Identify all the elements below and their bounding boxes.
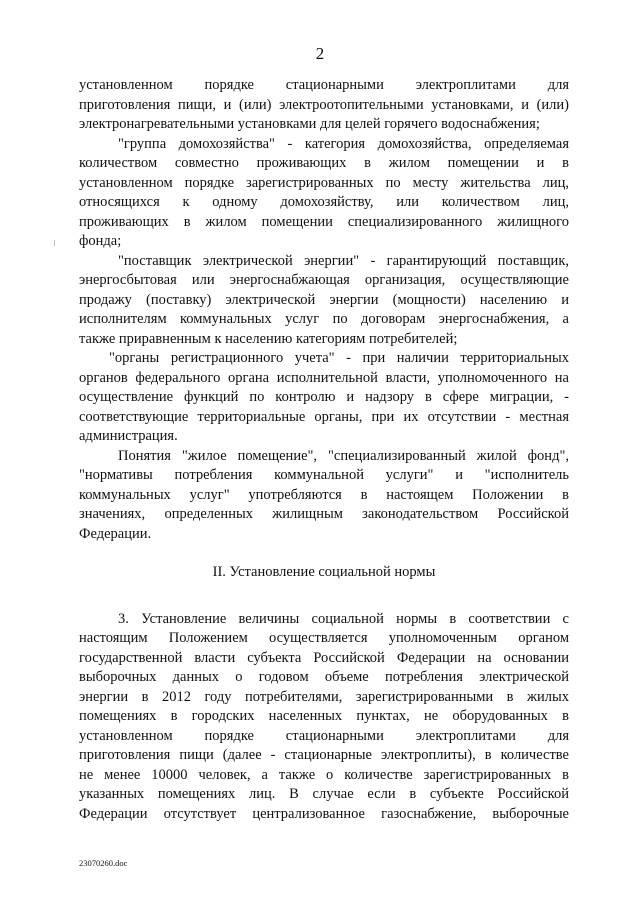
text-line: Федерации отсутствует централизованное газоснабжение, выборочные [79, 805, 569, 822]
text-line: установленном порядке стационарными электроплитами для [79, 727, 569, 744]
text-line: энергосбытовая или энергоснабжающая организация, осуществляющие [79, 272, 569, 288]
paragraph-continuation [79, 76, 569, 135]
text-line: не менее 10000 человек, а также о количестве зарегистрированных в [79, 766, 569, 783]
text-line: продажу (поставку) электрической энергии (мощности) населению и [79, 291, 569, 308]
text-line: Понятия "жилое помещение", "специализированный жилой фонд", [118, 447, 569, 464]
text-line: приготовления пищи (далее - стационарные электроплиты), в количестве [79, 747, 569, 763]
paragraph-concepts [79, 447, 569, 545]
text-line: государственной власти субъекта Российской Федерации на основании [79, 649, 569, 666]
text-line: "органы регистрационного учета" - при наличии территориальных [109, 350, 569, 366]
text-line: осуществление функций по контролю и надзору в сфере миграции, - [79, 389, 569, 405]
file-name-footer: 23070260.doc [79, 858, 128, 868]
text-line: выборочных данных о годовом объеме потребления электрической [79, 669, 569, 685]
text-line: установленном порядке зарегистрированных по месту жительства лиц, [79, 174, 569, 191]
definition-group-household [79, 135, 569, 252]
text-line: энергии в 2012 году потребителями, зарегистрированными в жилых [79, 688, 569, 705]
text-line: "нормативы потребления коммунальной услуги" и "исполнитель [79, 467, 569, 483]
section-heading: II. Установление социальной нормы [212, 564, 436, 580]
document-body [79, 76, 569, 824]
text-line: фонда; [79, 233, 122, 249]
definition-registration-bodies [79, 349, 569, 447]
paragraph-3 [79, 610, 569, 825]
text-line: настоящим Положением осуществляется уполномоченным органом [79, 630, 569, 646]
text-line: электронагревательными установками для целей горячего водоснабжения; [79, 116, 540, 132]
margin-mark [54, 240, 55, 246]
text-line: установленном порядке стационарными электроплитами для [79, 77, 569, 93]
text-line: соответствующие территориальные органы, при их отсутствии - местная [79, 408, 569, 425]
text-line: указанных помещениях лиц. В случае если в субъекте Российской [79, 786, 569, 802]
text-line: 3. Установление величины социальной нормы в соответствии с [118, 610, 569, 627]
text-line: относящихся к одному домохозяйству, или количеством лиц, [79, 194, 569, 210]
text-line: приготовления пищи, и (или) электроотопительными установками, и (или) [79, 96, 569, 113]
text-line: исполнителям коммунальных услуг по договорам энергоснабжения, а [79, 311, 569, 327]
text-line: коммунальных услуг" употребляются в настоящем Положении в [79, 486, 569, 503]
text-line: "поставщик электрической энергии" - гарантирующий поставщик, [118, 252, 569, 269]
text-line: значениях, определенных жилищным законодательством Российской [79, 506, 569, 522]
page-number: 2 [315, 44, 325, 63]
text-line: "группа домохозяйства" - категория домохозяйства, определяемая [118, 135, 569, 152]
text-line: Федерации. [79, 525, 152, 542]
text-line: количеством совместно проживающих в жилом помещении и в [79, 155, 569, 171]
definition-supplier [79, 252, 569, 350]
text-line: проживающих в жилом помещении специализированного жилищного [79, 213, 569, 230]
text-line: органов федерального органа исполнительной власти, уполномоченного на [79, 369, 569, 386]
text-line: также приравненным к населению категориям потребителей; [79, 330, 458, 347]
text-line: администрация. [79, 428, 178, 444]
text-line: помещениях в городских населенных пунктах, не оборудованных в [79, 708, 569, 724]
